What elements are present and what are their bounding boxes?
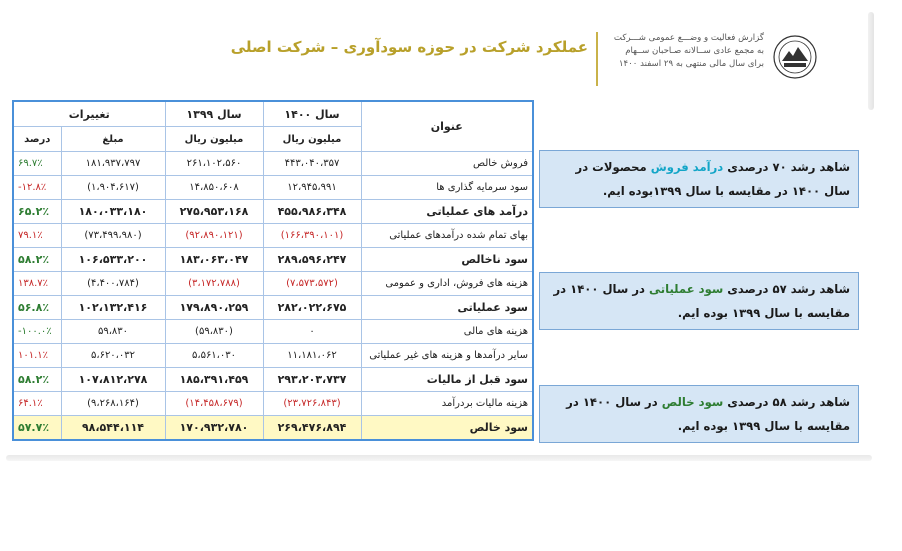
row-title: سایر درآمدها و هزینه های غیر عملیاتی (361, 344, 533, 368)
decorative-frame-bottom (6, 455, 872, 461)
cell-amount: (۱،۹۰۴،۶۱۷) (61, 176, 165, 200)
report-info-line: گزارش فعالیت و وضـــع عمومی شـــرکت (613, 33, 764, 43)
cell-amount: (۹،۲۶۸،۱۶۴) (61, 392, 165, 416)
cell-1399: ۱۷۰،۹۳۲،۷۸۰ (165, 416, 263, 441)
callout-text: شاهد رشد ۷۰ درصدی (723, 160, 850, 174)
callout-text: در سال ۱۴۰۰ در مقایسه با سال ۱۳۹۹ بوده ایم. (553, 282, 850, 320)
cell-amount: ۱۸۱،۹۳۷،۷۹۷ (61, 152, 165, 176)
cell-percent: -۱۲.۸٪ (13, 176, 61, 200)
cell-amount: ۵،۶۲۰،۰۳۲ (61, 344, 165, 368)
header-unit-1400: میلیون ریال (263, 127, 361, 152)
table-row (13, 248, 533, 272)
row-title: درآمد های عملیاتی (361, 200, 533, 224)
callout-text: محصولات در سال ۱۴۰۰ در مقایسه با سال ۱۳۹۹بوده ایم. (575, 160, 850, 198)
cell-1399: (۹۲،۸۹۰،۱۲۱) (165, 224, 263, 248)
callout-highlight: سود عملیاتی (649, 282, 724, 296)
header-percent: درصد (13, 127, 61, 152)
cell-amount: (۷۳،۴۹۹،۹۸۰) (61, 224, 165, 248)
row-title: فروش خالص (361, 152, 533, 176)
performance-table (12, 100, 534, 441)
callout-text: شاهد رشد ۵۷ درصدی (723, 282, 850, 296)
table-row (13, 368, 533, 392)
company-logo-icon (772, 34, 818, 80)
cell-1400: ۴۵۵،۹۸۶،۳۴۸ (263, 200, 361, 224)
cell-1399: ۲۶۱،۱۰۲،۵۶۰ (165, 152, 263, 176)
cell-1400: ۴۴۳،۰۴۰،۳۵۷ (263, 152, 361, 176)
callout-operating-profit-growth (539, 272, 859, 330)
table-row-net-profit (13, 416, 533, 441)
cell-1400: ۲۸۲،۰۲۲،۶۷۵ (263, 296, 361, 320)
table-row (13, 392, 533, 416)
header-unit-1399: میلیون ریال (165, 127, 263, 152)
cell-percent: ۶۹.۷٪ (13, 152, 61, 176)
cell-percent: ۶۴.۱٪ (13, 392, 61, 416)
row-title: هزینه های فروش، اداری و عمومی (361, 272, 533, 296)
row-title: سود عملیاتی (361, 296, 533, 320)
callout-text: شاهد رشد ۵۸ درصدی (723, 395, 850, 409)
cell-percent: ۷۹.۱٪ (13, 224, 61, 248)
cell-percent: -۱۰۰.۰٪ (13, 320, 61, 344)
row-title: سود سرمایه گذاری ها (361, 176, 533, 200)
callout-text: در سال ۱۴۰۰ در مقایسه با سال ۱۳۹۹ بوده ایم. (566, 395, 850, 433)
callout-net-profit-growth (539, 385, 859, 443)
table-row (13, 320, 533, 344)
cell-1400: ۲۹۳،۲۰۳،۷۳۷ (263, 368, 361, 392)
report-info (604, 32, 764, 71)
cell-1400: ۱۲،۹۴۵،۹۹۱ (263, 176, 361, 200)
cell-percent: ۵۷.۷٪ (13, 416, 61, 441)
cell-percent: ۶۵.۲٪ (13, 200, 61, 224)
header (230, 28, 860, 88)
cell-1399: (۵۹،۸۳۰) (165, 320, 263, 344)
table-row (13, 296, 533, 320)
callout-highlight: درآمد فروش (650, 160, 724, 174)
cell-1400: ۲۶۹،۴۷۶،۸۹۴ (263, 416, 361, 441)
cell-1399: (۳،۱۷۲،۷۸۸) (165, 272, 263, 296)
header-year-1400: سال ۱۴۰۰ (263, 101, 361, 127)
cell-percent: ۵۸.۲٪ (13, 248, 61, 272)
table-row (13, 152, 533, 176)
cell-percent: ۱۳۸.۷٪ (13, 272, 61, 296)
cell-1400: ۲۸۹،۵۹۶،۲۴۷ (263, 248, 361, 272)
cell-1399: ۵،۵۶۱،۰۳۰ (165, 344, 263, 368)
cell-1400: (۲۳،۷۲۶،۸۴۳) (263, 392, 361, 416)
page-title: عملکرد شرکت در حوزه سودآوری – شرکت اصلی (230, 38, 588, 56)
table-header-row (13, 101, 533, 127)
cell-amount: ۱۰۷،۸۱۲،۲۷۸ (61, 368, 165, 392)
cell-amount: ۵۹،۸۳۰ (61, 320, 165, 344)
header-changes: تغییرات (13, 101, 165, 127)
cell-amount: ۱۰۶،۵۳۳،۲۰۰ (61, 248, 165, 272)
row-title: هزینه مالیات بردرآمد (361, 392, 533, 416)
header-title: عنوان (361, 101, 533, 152)
cell-1400: (۷،۵۷۳،۵۷۲) (263, 272, 361, 296)
table-row (13, 344, 533, 368)
row-title: هزینه های مالی (361, 320, 533, 344)
row-title: سود قبل از مالیات (361, 368, 533, 392)
header-amount: مبلغ (61, 127, 165, 152)
cell-amount: (۴،۴۰۰،۷۸۴) (61, 272, 165, 296)
row-title: سود ناخالص (361, 248, 533, 272)
table-row (13, 272, 533, 296)
cell-1400: ۱۱،۱۸۱،۰۶۲ (263, 344, 361, 368)
row-title: سود خالص (361, 416, 533, 441)
decorative-frame-right (868, 12, 874, 110)
cell-amount: ۱۰۲،۱۳۲،۴۱۶ (61, 296, 165, 320)
cell-percent: ۵۸.۲٪ (13, 368, 61, 392)
cell-amount: ۹۸،۵۴۴،۱۱۴ (61, 416, 165, 441)
report-info-line: به مجمع عادی ســالانه صـاحبان ســهام (625, 46, 764, 56)
cell-1399: ۱۷۹،۸۹۰،۲۵۹ (165, 296, 263, 320)
cell-percent: ۱۰۱.۱٪ (13, 344, 61, 368)
cell-amount: ۱۸۰،۰۳۳،۱۸۰ (61, 200, 165, 224)
cell-1400: (۱۶۶،۳۹۰،۱۰۱) (263, 224, 361, 248)
report-info-line: برای سال مالی منتهی به ۲۹ اسفند ۱۴۰۰ (618, 59, 764, 69)
cell-1399: ۱۸۳،۰۶۳،۰۴۷ (165, 248, 263, 272)
cell-1399: ۱۸۵،۳۹۱،۴۵۹ (165, 368, 263, 392)
cell-percent: ۵۶.۸٪ (13, 296, 61, 320)
callout-highlight: سود خالص (661, 395, 724, 409)
cell-1399: ۱۴،۸۵۰،۶۰۸ (165, 176, 263, 200)
cell-1399: (۱۴،۴۵۸،۶۷۹) (165, 392, 263, 416)
table-row (13, 176, 533, 200)
cell-1400: ۰ (263, 320, 361, 344)
callout-sales-growth (539, 150, 859, 208)
table-row (13, 200, 533, 224)
cell-1399: ۲۷۵،۹۵۳،۱۶۸ (165, 200, 263, 224)
header-year-1399: سال ۱۳۹۹ (165, 101, 263, 127)
row-title: بهای تمام شده درآمدهای عملیاتی (361, 224, 533, 248)
header-separator (596, 32, 598, 86)
performance-table-wrapper (12, 100, 532, 441)
table-row (13, 224, 533, 248)
